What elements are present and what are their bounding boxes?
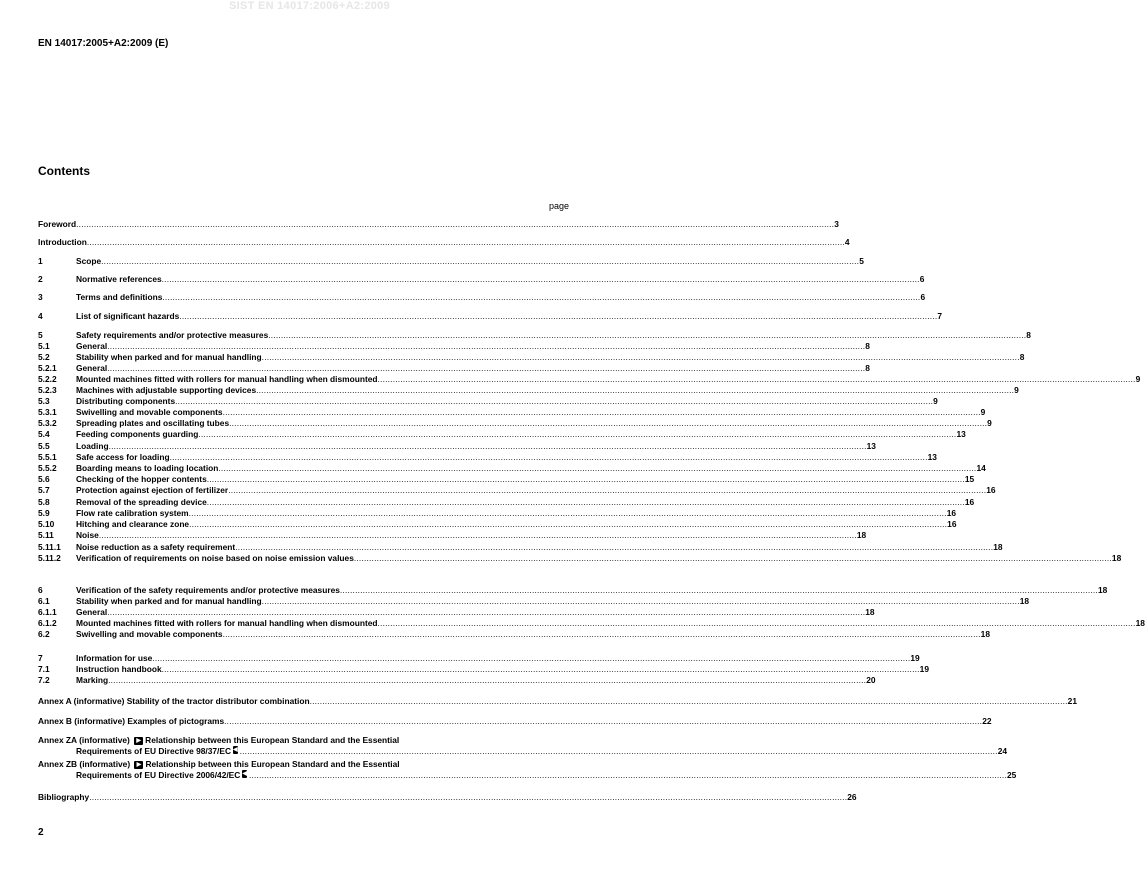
dot-leader: ............................................................................................................................................................................................................................................................................................................ xyxy=(107,341,866,351)
toc-entry-number: 3 xyxy=(38,292,43,302)
dot-leader: ............................................................................................................................................................................................................................................................................................................ xyxy=(206,474,965,484)
toc-entry-title: Stability when parked and for manual handling xyxy=(76,596,262,606)
toc-entry-title: Removal of the spreading device xyxy=(76,497,207,507)
toc-entry[interactable] xyxy=(38,792,857,803)
toc-entry[interactable] xyxy=(38,429,966,440)
toc-entry-title: Bibliography xyxy=(38,792,90,802)
toc-entry-title: Mounted machines fitted with rollers for manual handling when dismounted xyxy=(76,374,378,384)
toc-entry-number: 5.4 xyxy=(38,429,50,439)
toc-entry-title: Annex B (informative) Examples of pictograms xyxy=(38,716,225,726)
dot-leader: ............................................................................................................................................................................................................................................................................................................ xyxy=(179,311,938,321)
toc-entry-title-continued: Relationship between this European Standard and the Essential xyxy=(145,735,400,745)
toc-entry-number: 7.2 xyxy=(38,675,50,685)
toc-entry-number: 1 xyxy=(38,256,43,266)
toc-entry-number: 6.2 xyxy=(38,629,50,639)
dot-leader: ............................................................................................................................................................................................................................................................................................................ xyxy=(86,237,845,247)
toc-entry[interactable] xyxy=(38,618,1145,629)
toc-entry-page: 15 xyxy=(964,474,975,484)
toc-entry-page: 13 xyxy=(866,441,876,451)
dot-leader: ............................................................................................................................................................................................................................................................................................................ xyxy=(108,675,867,685)
dot-leader: ............................................................................................................................................................................................................................................................................................................ xyxy=(89,792,848,802)
dot-leader: ............................................................................................................................................................................................................................................................................................................ xyxy=(161,664,920,674)
toc-entry-page: 22 xyxy=(982,716,992,726)
toc-entry-number: 5.5 xyxy=(38,441,50,451)
toc-entry-number: 6.1 xyxy=(38,596,50,606)
toc-entry[interactable] xyxy=(38,585,1108,596)
toc-entry-number: 7.1 xyxy=(38,664,50,674)
toc-entry-title: Verification of requirements on noise based on noise emission values xyxy=(76,553,354,563)
toc-entry-title: Annex ZA (informative) xyxy=(38,735,130,745)
toc-entry-title: Requirements of EU Directive 98/37/EC xyxy=(76,746,231,756)
amendment-end-icon: ◀ xyxy=(242,771,247,777)
toc-entry-page: 8 xyxy=(1026,330,1031,340)
toc-entry[interactable] xyxy=(38,770,1017,781)
toc-entry-page: 4 xyxy=(844,237,850,247)
toc-entry-number: 6 xyxy=(38,585,43,595)
dot-leader: ............................................................................................................................................................................................................................................................................................................ xyxy=(229,418,988,428)
dot-leader: ............................................................................................................................................................................................................................................................................................................ xyxy=(188,508,947,518)
toc-entry-page: 7 xyxy=(937,311,943,321)
toc-entry-page: 20 xyxy=(866,675,876,685)
toc-entry-title: Verification of the safety requirements and/or protective measures xyxy=(76,585,340,595)
toc-entry[interactable] xyxy=(38,385,1019,396)
toc-entry-page: 9 xyxy=(933,396,938,406)
toc-entry-title: Flow rate calibration system xyxy=(76,508,189,518)
toc-entry-page: 6 xyxy=(920,292,926,302)
toc-entry-page: 8 xyxy=(865,341,870,351)
dot-leader: ............................................................................................................................................................................................................................................................................................................ xyxy=(261,596,1020,606)
toc-entry[interactable] xyxy=(38,696,1077,707)
toc-entry-page: 5 xyxy=(859,256,864,266)
toc-entry[interactable] xyxy=(38,292,926,303)
toc-entry-title: Machines with adjustable supporting devices xyxy=(76,385,257,395)
toc-entry-page: 16 xyxy=(946,508,957,518)
toc-entry[interactable] xyxy=(38,341,870,352)
toc-entry-title: Requirements of EU Directive 2006/42/EC xyxy=(76,770,241,780)
toc-entry-number: 4 xyxy=(38,311,43,321)
toc-entry-number: 5.9 xyxy=(38,508,50,518)
toc-entry-title: Feeding components guarding xyxy=(76,429,199,439)
page-column-label: page xyxy=(548,201,569,211)
toc-entry[interactable] xyxy=(38,219,839,230)
dot-leader: ............................................................................................................................................................................................................................................................................................................ xyxy=(248,770,1007,780)
toc-entry-first-line[interactable] xyxy=(38,759,400,770)
toc-entry-page: 13 xyxy=(927,452,937,462)
dot-leader: ............................................................................................................................................................................................................................................................................................................ xyxy=(377,374,1136,384)
toc-entry-number: 5.6 xyxy=(38,474,50,484)
dot-leader: ............................................................................................................................................................................................................................................................................................................ xyxy=(198,429,957,439)
dot-leader: ............................................................................................................................................................................................................................................................................................................ xyxy=(222,407,981,417)
toc-entry-page: 14 xyxy=(976,463,986,473)
dot-leader: ............................................................................................................................................................................................................................................................................................................ xyxy=(222,629,981,639)
toc-entry-title: Safety requirements and/or protective measures xyxy=(76,330,269,340)
toc-entry[interactable] xyxy=(38,274,925,285)
toc-entry-number: 5 xyxy=(38,330,43,340)
toc-entry-title: Protection against ejection of fertilizer xyxy=(76,485,229,495)
toc-entry-number: 6.1.2 xyxy=(38,618,57,628)
toc-entry-title: Stability when parked and for manual handling xyxy=(76,352,262,362)
dot-leader: ............................................................................................................................................................................................................................................................................................................ xyxy=(268,330,1027,340)
toc-entry-page: 24 xyxy=(997,746,1008,756)
toc-entry[interactable] xyxy=(38,311,943,322)
dot-leader: ............................................................................................................................................................................................................................................................................................................ xyxy=(101,256,860,266)
toc-entry-title: Instruction handbook xyxy=(76,664,162,674)
toc-entry-page: 18 xyxy=(1135,618,1145,628)
toc-entry[interactable] xyxy=(38,485,996,496)
dot-leader: ............................................................................................................................................................................................................................................................................................................ xyxy=(239,746,998,756)
toc-entry-page: 18 xyxy=(1097,585,1108,595)
toc-entry-title: List of significant hazards xyxy=(76,311,180,321)
toc-entry-number: 5.2.3 xyxy=(38,385,57,395)
toc-entry-number: 5.7 xyxy=(38,485,50,495)
toc-entry[interactable] xyxy=(38,474,975,485)
toc-entry-page: 18 xyxy=(865,607,875,617)
toc-entry[interactable] xyxy=(38,629,990,640)
toc-entry-number: 5.2.2 xyxy=(38,374,57,384)
dot-leader: ............................................................................................................................................................................................................................................................................................................ xyxy=(162,292,921,302)
toc-entry[interactable] xyxy=(38,407,986,418)
toc-entry-title: Swivelling and movable components xyxy=(76,629,223,639)
toc-entry[interactable] xyxy=(38,441,876,452)
dot-leader: ............................................................................................................................................................................................................................................................................................................ xyxy=(218,463,977,473)
standard-header: EN 14017:2005+A2:2009 (E) xyxy=(38,38,169,49)
toc-entry-page: 18 xyxy=(1111,553,1122,563)
toc-entry-page: 16 xyxy=(986,485,996,495)
dot-leader: ............................................................................................................................................................................................................................................................................................................ xyxy=(256,385,1015,395)
toc-entry-page: 21 xyxy=(1067,696,1077,706)
toc-entry[interactable] xyxy=(38,363,870,374)
toc-entry[interactable] xyxy=(38,330,1031,341)
toc-entry-page: 26 xyxy=(847,792,857,802)
toc-entry-title-continued: Relationship between this European Standard and the Essential xyxy=(145,759,400,769)
toc-entry-title: Marking xyxy=(76,675,109,685)
dot-leader: ............................................................................................................................................................................................................................................................................................................ xyxy=(353,553,1112,563)
toc-entry-number: 7 xyxy=(38,653,43,663)
toc-entry-title: Annex ZB (informative) xyxy=(38,759,131,769)
dot-leader: ............................................................................................................................................................................................................................................................................................................ xyxy=(206,497,965,507)
toc-entry-title: Swivelling and movable components xyxy=(76,407,223,417)
toc-entry-title: Information for use xyxy=(76,653,153,663)
toc-entry-number: 2 xyxy=(38,274,43,284)
toc-entry-number: 5.2.1 xyxy=(38,363,57,373)
dot-leader: ............................................................................................................................................................................................................................................................................................................ xyxy=(107,363,866,373)
toc-entry-page: 18 xyxy=(993,542,1003,552)
toc-entry[interactable] xyxy=(38,508,957,519)
toc-entry-number: 5.11 xyxy=(38,530,54,540)
toc-entry[interactable] xyxy=(38,396,938,407)
toc-entry-title: Spreading plates and oscillating tubes xyxy=(76,418,230,428)
dot-leader: ............................................................................................................................................................................................................................................................................................................ xyxy=(228,485,987,495)
toc-entry[interactable] xyxy=(38,452,937,463)
toc-entry-title: Distributing components xyxy=(76,396,176,406)
amendment-end-icon: ◀ xyxy=(233,747,238,753)
toc-entry-page: 18 xyxy=(980,629,990,639)
toc-entry[interactable] xyxy=(38,497,975,508)
toc-entry-number: 6.1.1 xyxy=(38,607,57,617)
toc-entry[interactable] xyxy=(38,352,1025,363)
toc-entry-number: 5.3.2 xyxy=(38,418,57,428)
toc-entry-page: 9 xyxy=(987,418,992,428)
toc-entry-page: 18 xyxy=(856,530,867,540)
toc-entry-number: 5.11.2 xyxy=(38,553,61,563)
toc-entry-title: Introduction xyxy=(38,237,87,247)
toc-entry[interactable] xyxy=(38,675,876,686)
toc-entry-page: 3 xyxy=(834,219,839,229)
toc-entry-page: 8 xyxy=(865,363,870,373)
amendment-start-icon: ▶ xyxy=(134,761,143,769)
toc-entry-page: 19 xyxy=(910,653,920,663)
toc-entry-number: 5.3 xyxy=(38,396,50,406)
toc-entry-title: Foreword xyxy=(38,219,77,229)
toc-entry-title: Boarding means to loading location xyxy=(76,463,219,473)
toc-entry[interactable] xyxy=(38,553,1122,564)
toc-entry-title: Noise xyxy=(76,530,99,540)
toc-entry[interactable] xyxy=(38,653,920,664)
toc-entry-title: General xyxy=(76,363,108,373)
dot-leader: ............................................................................................................................................................................................................................................................................................................ xyxy=(169,452,928,462)
toc-entry[interactable] xyxy=(38,746,1008,757)
toc-entry-page: 19 xyxy=(919,664,929,674)
toc-entry[interactable] xyxy=(38,237,850,248)
toc-entry-page: 8 xyxy=(1019,352,1025,362)
toc-entry-number: 5.5.2 xyxy=(38,463,57,473)
toc-entry-title: General xyxy=(76,341,108,351)
toc-entry-first-line[interactable] xyxy=(38,735,399,746)
toc-entry-number: 5.3.1 xyxy=(38,407,57,417)
toc-entry-page: 16 xyxy=(964,497,975,507)
toc-entry[interactable] xyxy=(38,374,1141,385)
amendment-start-icon: ▶ xyxy=(134,737,143,745)
toc-entry-title: Mounted machines fitted with rollers for manual handling when dismounted xyxy=(76,618,378,628)
contents-title: Contents xyxy=(38,164,90,178)
toc-entry-page: 9 xyxy=(1014,385,1019,395)
toc-entry[interactable] xyxy=(38,596,1030,607)
toc-entry-page: 16 xyxy=(947,519,957,529)
toc-entry-page: 18 xyxy=(1019,596,1030,606)
toc-entry-title: Noise reduction as a safety requirement xyxy=(76,542,236,552)
toc-entry-page: 9 xyxy=(980,407,986,417)
toc-entry-page: 6 xyxy=(919,274,925,284)
toc-entry-title: Loading xyxy=(76,441,109,451)
toc-entry-number: 5.5.1 xyxy=(38,452,57,462)
dot-leader: ............................................................................................................................................................................................................................................................................................................ xyxy=(76,219,835,229)
toc-entry-title: Scope xyxy=(76,256,102,266)
toc-entry-number: 5.2 xyxy=(38,352,50,362)
dot-leader: ............................................................................................................................................................................................................................................................................................................ xyxy=(377,618,1136,628)
toc-entry-title: Checking of the hopper contents xyxy=(76,474,207,484)
dot-leader: ............................................................................................................................................................................................................................................................................................................ xyxy=(152,653,911,663)
dot-leader: ............................................................................................................................................................................................................................................................................................................ xyxy=(235,542,994,552)
toc-entry-number: 5.1 xyxy=(38,341,50,351)
toc-entry-title: General xyxy=(76,607,108,617)
dot-leader: ............................................................................................................................................................................................................................................................................................................ xyxy=(175,396,934,406)
toc-entry[interactable] xyxy=(38,256,864,267)
dot-leader: ............................................................................................................................................................................................................................................................................................................ xyxy=(309,696,1068,706)
toc-entry-page: 13 xyxy=(956,429,966,439)
watermark: SIST EN 14017:2006+A2:2009 xyxy=(229,0,390,12)
toc-entry-title: Normative references xyxy=(76,274,162,284)
toc-entry[interactable] xyxy=(38,664,929,675)
toc-entry-title: Terms and definitions xyxy=(76,292,163,302)
toc-entry[interactable] xyxy=(38,530,867,541)
toc-entry-title: Annex A (informative) Stability of the tractor distributor combination xyxy=(38,696,310,706)
page-number: 2 xyxy=(38,827,44,838)
dot-leader: ............................................................................................................................................................................................................................................................................................................ xyxy=(224,716,983,726)
toc-entry[interactable] xyxy=(38,607,875,618)
dot-leader: ............................................................................................................................................................................................................................................................................................................ xyxy=(189,519,948,529)
dot-leader: ............................................................................................................................................................................................................................................................................................................ xyxy=(261,352,1020,362)
toc-entry-number: 5.11.1 xyxy=(38,542,61,552)
toc-entry-page: 25 xyxy=(1007,770,1017,780)
toc-entry[interactable] xyxy=(38,463,986,474)
dot-leader: ............................................................................................................................................................................................................................................................................................................ xyxy=(339,585,1098,595)
toc-entry-number: 5.8 xyxy=(38,497,50,507)
toc-entry[interactable] xyxy=(38,418,992,429)
toc-entry[interactable] xyxy=(38,716,992,727)
toc-entry-page: 9 xyxy=(1135,374,1141,384)
dot-leader: ............................................................................................................................................................................................................................................................................................................ xyxy=(108,441,867,451)
dot-leader: ............................................................................................................................................................................................................................................................................................................ xyxy=(161,274,920,284)
toc-entry-title: Safe access for loading xyxy=(76,452,170,462)
toc-entry[interactable] xyxy=(38,519,957,530)
dot-leader: ............................................................................................................................................................................................................................................................................................................ xyxy=(107,607,866,617)
toc-entry-title: Hitching and clearance zone xyxy=(76,519,190,529)
toc-entry[interactable] xyxy=(38,542,1003,553)
toc-entry-number: 5.10 xyxy=(38,519,55,529)
dot-leader: ............................................................................................................................................................................................................................................................................................................ xyxy=(98,530,857,540)
